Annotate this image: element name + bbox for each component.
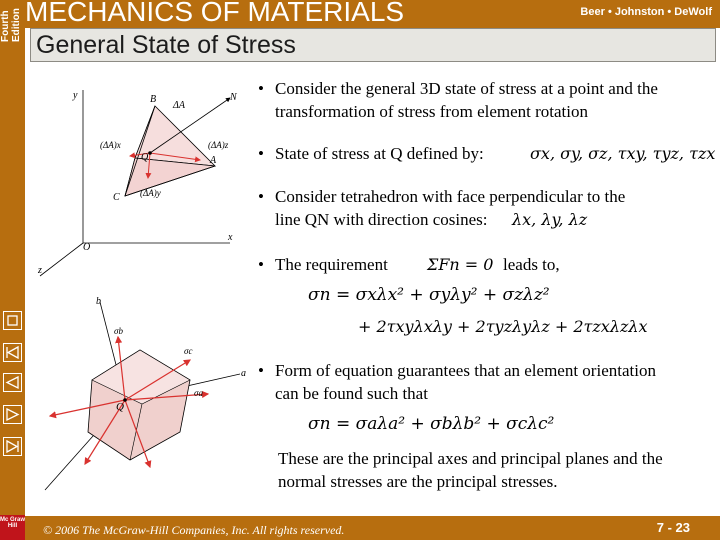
label-y: y xyxy=(73,90,78,101)
label-sb: σb xyxy=(114,326,123,336)
conclusion-text: These are the principal axes and principal planes and the normal stresses are the principal stresses. xyxy=(278,449,663,491)
edition-label xyxy=(1,2,23,42)
last-slide-button[interactable] xyxy=(3,437,22,456)
label-Q2: Q xyxy=(116,401,124,413)
label-B: B xyxy=(150,94,157,105)
page-number: 7 - 23 xyxy=(656,520,690,535)
sidebar xyxy=(0,0,25,540)
label-dAy: (ΔA)y xyxy=(140,188,161,198)
next-icon xyxy=(4,406,21,423)
bullet-4-text: The requirement xyxy=(275,255,388,274)
tetrahedron-diagram xyxy=(30,78,255,278)
label-dAx: (ΔA)x xyxy=(100,140,121,150)
equilibrium-eq: ΣFn = 0 xyxy=(427,255,494,274)
label-Q: Q xyxy=(141,152,149,163)
label-x: x xyxy=(228,232,233,243)
normal-stress-eq-line2: + 2τxyλxλy + 2τyzλyλz + 2τzxλzλx xyxy=(358,317,648,336)
principal-element-diagram xyxy=(30,292,255,492)
authors: Beer • Johnston • DeWolf xyxy=(580,6,712,18)
bullet-5-text: Form of equation guarantees that an element orientation can be found such that xyxy=(275,361,656,403)
label-sa: σa xyxy=(194,388,203,398)
bullet-1-text: Consider the general 3D state of stress at a point and the transformation of stress from element rotation xyxy=(275,79,658,121)
bullet-4-end: leads to, xyxy=(503,255,560,274)
footer-bar xyxy=(25,516,720,540)
z-axis xyxy=(40,243,83,276)
edition-line2: Edition xyxy=(11,8,22,42)
previous-icon xyxy=(4,374,21,391)
principal-stress-eq: σn = σaλa² + σbλb² + σcλc² xyxy=(308,414,555,434)
direction-cosines: λx, λy, λz xyxy=(512,210,588,229)
bullet-3-line2: line QN with direction cosines: xyxy=(275,210,488,229)
mcgraw-hill-logo: Mc Graw Hill xyxy=(0,515,25,540)
label-O: O xyxy=(83,242,91,253)
stress-components: σx, σy, σz, τxy, τyz, τzx xyxy=(530,144,716,163)
previous-slide-button[interactable] xyxy=(3,373,22,392)
label-N: N xyxy=(230,92,237,103)
label-z: z xyxy=(38,265,42,276)
next-slide-button[interactable] xyxy=(3,405,22,424)
slide-title: General State of Stress xyxy=(36,31,296,59)
header-bar xyxy=(25,0,720,28)
first-icon xyxy=(4,344,21,361)
label-b: b xyxy=(96,296,101,307)
home-icon xyxy=(4,312,21,329)
label-A: A xyxy=(210,155,217,166)
label-sc: σc xyxy=(184,346,193,356)
label-C: C xyxy=(113,192,120,203)
label-a: a xyxy=(241,368,246,379)
bullet-2-text: State of stress at Q defined by: xyxy=(275,144,484,163)
subtitle-bar xyxy=(30,28,716,62)
first-slide-button[interactable] xyxy=(3,343,22,362)
last-icon xyxy=(4,438,21,455)
bullet-3: • Consider tetrahedron with face perpendicular to the line QN with direction cosines: xyxy=(258,187,626,229)
label-dAz: (ΔA)z xyxy=(208,140,229,150)
bullet-3-line1: Consider tetrahedron with face perpendicular to the xyxy=(275,187,626,206)
copyright: © 2006 The McGraw-Hill Companies, Inc. All rights reserved. xyxy=(43,523,345,537)
label-dA: ΔA xyxy=(173,100,185,111)
normal-stress-eq-line1: σn = σxλx² + σyλy² + σzλz² xyxy=(308,285,550,305)
course-title: MECHANICS OF MATERIALS xyxy=(25,0,405,27)
edition-line1: Fourth xyxy=(0,10,11,42)
home-button[interactable] xyxy=(3,311,22,330)
